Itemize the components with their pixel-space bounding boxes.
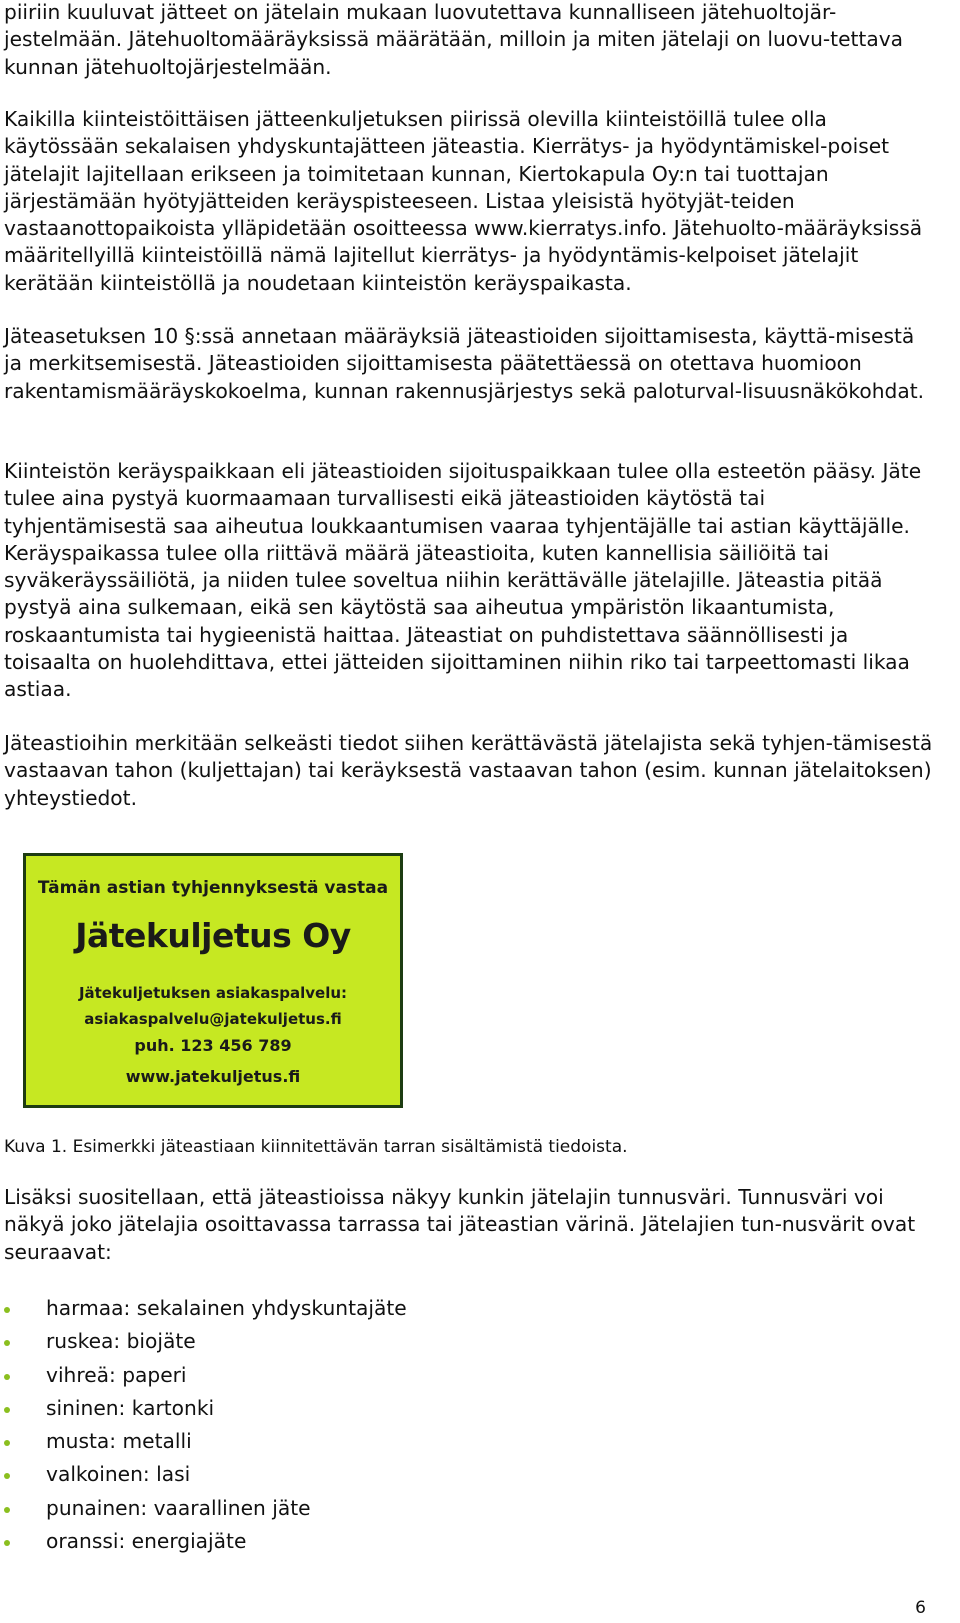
- sticker-phone: puh. 123 456 789: [134, 1036, 292, 1055]
- sticker-website: www.jatekuljetus.fi: [125, 1067, 301, 1086]
- paragraph-waste-containers: Kaikilla kiinteistöittäisen jätteenkuljetuksen piirissä olevilla kiinteistöillä tulee olla käytössään sekalaisen yhdyskuntajätteen jäteastia. Kierrätys- ja hyödyntämiskel-poiset jätelajit lajitellaan erikseen ja toimitetaan kunnan, Kiertokapula Oy:n tai tuottajan järjestämään hyötyjätteiden keräyspisteeseen. Listaa yleisistä hyötyjät-teiden vastaanottopaikoista ylläpidetään osoitteessa www.kierratys.info. Jätehuolto-määräyksissä määritellyillä kiinteistöillä nämä lajitellut kierrätys- ja hyödyntämis-kelpoiset jätelajit kerätään kiinteistöllä ja noudetaan kiinteistön keräyspaikasta.: [4, 107, 923, 295]
- bullet-icon: [4, 1507, 10, 1513]
- list-item: [4, 1458, 407, 1491]
- bullet-icon: [4, 1473, 10, 1479]
- bullet-icon: [4, 1374, 10, 1380]
- sticker-service-label: Jätekuljetuksen asiakaspalvelu:: [78, 984, 348, 1002]
- paragraph-color-codes: Lisäksi suositellaan, että jäteastioissa näkyy kunkin jätelajin tunnusväri. Tunnusväri voi näkyä joko jätelajia osoittavassa tarrassa tai jäteastian värinä. Jätelajien tun-nusvärit ovat seuraavat:: [4, 1185, 916, 1264]
- list-item-text: musta: metalli: [46, 1429, 192, 1454]
- paragraph-container-marking: Jäteastioihin merkitään selkeästi tiedot siihen kerättävästä jätelajista sekä tyhjen-tämisestä vastaavan tahon (kuljettajan) tai keräyksestä vastaavan tahon (esim. kunnan jätelaitoksen) yhteystiedot.: [4, 731, 933, 810]
- list-item-text: punainen: vaarallinen jäte: [46, 1495, 311, 1520]
- list-item-text: sininen: kartonki: [46, 1395, 215, 1420]
- bullet-icon: [4, 1407, 10, 1413]
- list-item: [4, 1359, 407, 1392]
- page-number: 6: [915, 1598, 926, 1618]
- example-sticker-image: [23, 853, 403, 1108]
- list-item-text: ruskea: biojäte: [46, 1329, 196, 1354]
- figure-caption: Kuva 1. Esimerkki jäteastiaan kiinnitettävän tarran sisältämistä tiedoista.: [4, 1137, 628, 1157]
- list-item-text: harmaa: sekalainen yhdyskuntajäte: [46, 1296, 407, 1320]
- bullet-icon: [4, 1540, 10, 1546]
- list-item-text: vihreä: paperi: [46, 1362, 187, 1387]
- sticker-email: asiakaspalvelu@jatekuljetus.fi: [84, 1010, 342, 1028]
- list-item: [4, 1525, 407, 1558]
- bullet-icon: [4, 1440, 10, 1446]
- paragraph-waste-law: piiriin kuuluvat jätteet on jätelain mukaan luovutettava kunnalliseen jätehuoltojär-jestelmään. Jätehuoltomääräyksissä määrätään, milloin ja miten jätelaji on luovu-tettava kunnan jätehuoltojärjestelmään.: [4, 0, 904, 79]
- list-item: [4, 1392, 407, 1425]
- waste-color-list: [4, 1292, 407, 1558]
- list-item: [4, 1325, 407, 1358]
- sticker-heading: Tämän astian tyhjennyksestä vastaa: [37, 878, 389, 898]
- list-item: [4, 1292, 407, 1325]
- list-item-text: valkoinen: lasi: [46, 1462, 191, 1487]
- list-item: [4, 1492, 407, 1525]
- bullet-icon: [4, 1340, 10, 1346]
- list-item: [4, 1425, 407, 1458]
- bullet-icon: [4, 1307, 10, 1313]
- sticker-company-name: Jätekuljetus Oy: [75, 916, 351, 955]
- list-item-text: oranssi: energiajäte: [46, 1529, 247, 1554]
- paragraph-collection-point: Kiinteistön keräyspaikkaan eli jäteastioiden sijoituspaikkaan tulee olla esteetön pääsy. Jäte tulee aina pystyä kuormaamaan turvallisesti eikä jäteastioiden käytöstä tai tyhjentämisestä saa aiheutua loukkaantumisen vaaraa tyhjentäjälle tai astian käyttäjälle. Keräyspaikassa tulee olla riittävä määrä jäteastioita, kuten kannellisia säiliöitä tai syväkeräyssäiliötä, ja niiden tulee soveltua niihin kerättävälle jätelajille. Jäteastia pitää pystyä aina sulkemaan, eikä sen käytöstä saa aiheutua ympäristön likaantumista, roskaantumista tai hygieenistä haittaa. Jäteastiat on puhdistettava säännöllisesti ja toisaalta on huolehdittava, ettei jätteiden sijoittaminen niihin riko tai tarpeettomasti likaa astiaa.: [4, 459, 922, 702]
- paragraph-waste-decree: Jäteasetuksen 10 §:ssä annetaan määräyksiä jäteastioiden sijoittamisesta, käyttä-misestä ja merkitsemisestä. Jäteastioiden sijoittamisesta päätettäessä on otettava huomioon rakentamismääräyskokoelma, kunnan rakennusjärjestys sekä paloturval-lisuusnäkökohdat.: [4, 324, 925, 403]
